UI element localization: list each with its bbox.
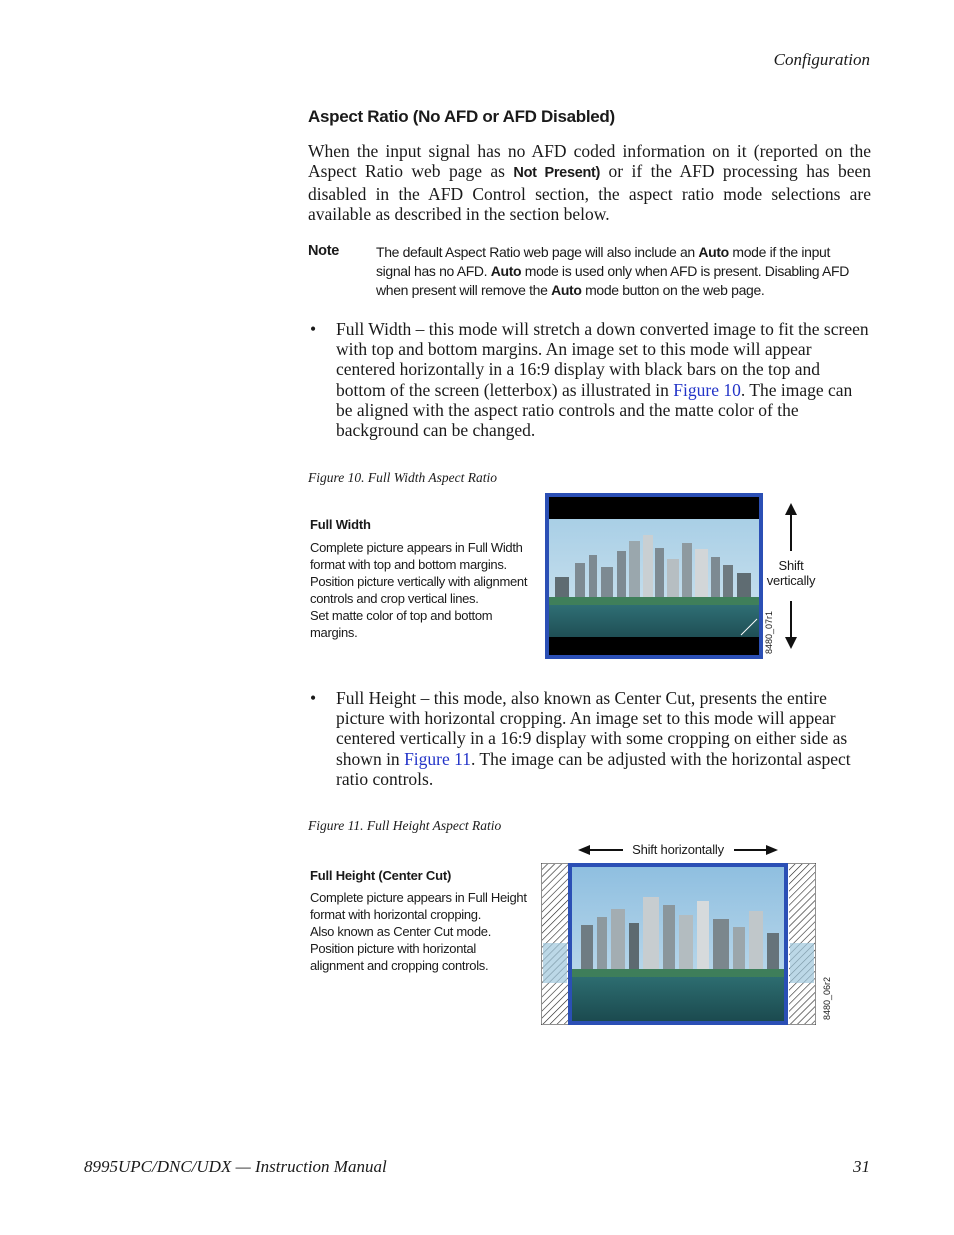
note-text-2: mode if the input signal has no AFD.	[376, 244, 830, 279]
bullet-text: Full Width – this mode will stretch a down converted image to fit the screen with top and bottom margins. An image set to this mode will appear centered horizontally in a 16:9 display with black bars on the top and bottom of the screen (letterbox) as illustrated in	[336, 319, 869, 400]
full-width-image	[545, 493, 763, 659]
note-bold-auto-1: Auto	[698, 244, 729, 260]
footer-page-number: 31	[853, 1157, 870, 1176]
shift-label-line-2: vertically	[766, 573, 816, 588]
bullet-text: . The image can be aligned with the aspect ratio controls and the matte color of the background can be changed.	[336, 379, 853, 441]
bullet-full-height	[336, 688, 871, 789]
intro-bold-1: Not Present)	[513, 165, 601, 182]
note-text	[376, 243, 866, 300]
note-bold-auto-3: Auto	[551, 282, 582, 298]
note-bold-auto-2: Auto	[490, 263, 522, 279]
figure-11-code: 8480_06r2	[822, 976, 832, 1020]
shift-vertically-label	[760, 558, 822, 588]
bullet-symbol: •	[310, 319, 317, 339]
bullet-full-width	[336, 319, 871, 440]
note-text-3: mode is used only when AFD is present. Disabling AFD when present will remove the	[376, 263, 849, 298]
figure-10-caption: Figure 10. Full Width Aspect Ratio	[308, 470, 497, 485]
bullet-symbol: •	[310, 688, 317, 708]
shift-horizontally-label: Shift horizontally	[632, 842, 724, 857]
section-title: Aspect Ratio (No AFD or AFD Disabled)	[308, 107, 615, 126]
figure-10-box-title: Full Width	[310, 517, 371, 532]
figure-11-caption: Figure 11. Full Height Aspect Ratio	[308, 818, 502, 833]
note-text-1: The default Aspect Ratio web page will also include an	[376, 244, 699, 260]
intro-text-2: or if the AFD processing has been disabled in the AFD Control section, the aspect ratio mode selections are available as described in the section below.	[308, 161, 871, 225]
bullet-text: Full Height – this mode, also known as Center Cut, presents the entire picture with horizontal cropping. An image set to this mode will appear centered vertically in a 16:9 display with some cropping on either side as shown in	[336, 688, 848, 769]
figure-10-link[interactable]: Figure 10	[673, 379, 741, 400]
footer-manual-title: 8995UPC/DNC/UDX — Instruction Manual	[84, 1157, 387, 1176]
figure-10-code: 8480_07r1	[764, 610, 774, 654]
full-height-illustration	[541, 863, 816, 1025]
shift-label-line-1: Shift	[778, 558, 804, 573]
figure-11-box-title: Full Height (Center Cut)	[310, 868, 452, 883]
note-text-4: mode button on the web page.	[581, 282, 765, 298]
running-header: Configuration	[773, 50, 870, 69]
bullet-text: . The image can be adjusted with the horizontal aspect ratio controls.	[336, 748, 851, 789]
full-width-illustration	[545, 493, 763, 659]
figure-11-link[interactable]: Figure 11	[404, 748, 471, 769]
full-height-image	[541, 863, 816, 1025]
figure-10-box-text: Complete picture appears in Full Width format with top and bottom margins. Position picture vertically with alignment controls and crop vertical lines. Set matte color of top and bottom margins.	[310, 540, 528, 640]
figure-11-box-text: Complete picture appears in Full Height format with horizontal cropping. Also known as Center Cut mode. Position picture with horizontal alignment and cropping controls.	[310, 890, 527, 973]
note-label: Note	[308, 243, 340, 259]
intro-paragraph	[308, 141, 871, 225]
intro-text-1: When the input signal has no AFD coded information on it (reported on the Aspect Ratio web page as	[308, 141, 871, 182]
